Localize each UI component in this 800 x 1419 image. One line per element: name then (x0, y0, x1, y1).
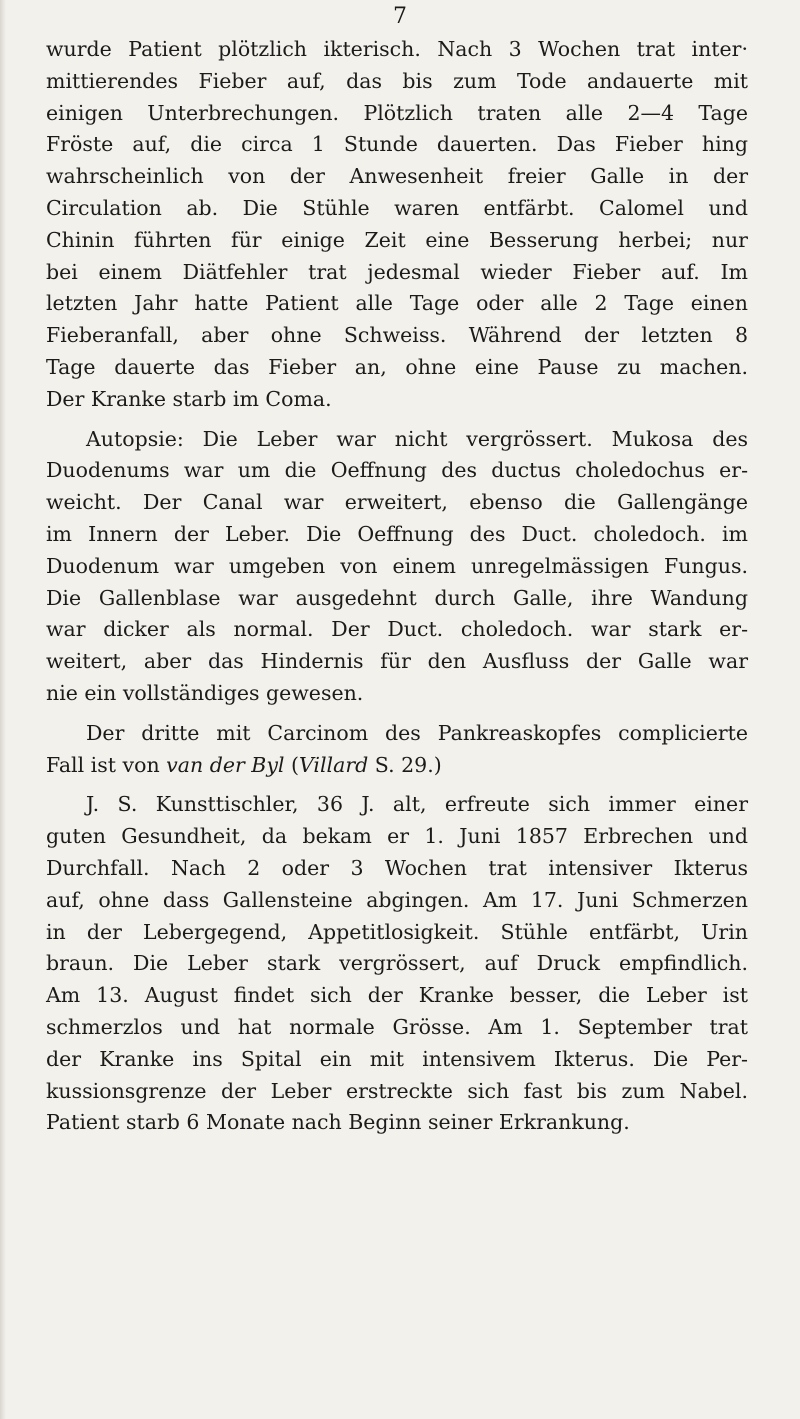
text-line: guten Gesundheit, da bekam er 1. Juni 1857 Erbrechen und (46, 824, 748, 849)
text-line: nie ein vollständiges gewesen. (46, 680, 364, 705)
citation-source: Villard (298, 752, 369, 777)
text-line-citation (46, 750, 748, 782)
text-line: Am 13. August findet sich der Kranke besser, die Leber ist (46, 983, 748, 1008)
paragraph-case-report (46, 789, 748, 1139)
paragraph-autopsy (46, 424, 748, 710)
text-line: Autopsie: Die Leber war nicht vergrössert. Mukosa des (86, 426, 748, 451)
text-line: Tage dauerte das Fieber an, ohne eine Pause zu machen. (46, 354, 748, 379)
text-line: wurde Patient plötzlich ikterisch. Nach 3 Wochen trat inter· (46, 37, 748, 61)
page-edge-shadow (0, 0, 6, 1419)
paragraph-1 (46, 34, 748, 416)
text-line: weitert, aber das Hindernis für den Ausfluss der Galle war (46, 649, 748, 674)
text-line: Duodenums war um die Oeffnung des ductus choledochus er- (46, 458, 748, 483)
body-text (46, 34, 748, 1139)
citation-prefix: Fall ist von (46, 752, 167, 777)
page-number: 7 (393, 4, 407, 29)
citation-suffix: S. 29.) (368, 752, 442, 777)
text-line: Chinin führten für einige Zeit eine Besserung herbei; nur (46, 227, 748, 252)
text-line: Duodenum war umgeben von einem unregelmässigen Fungus. (46, 553, 748, 578)
text-line: schmerzlos und hat normale Grösse. Am 1. September trat (46, 1014, 748, 1039)
text-line: letzten Jahr hatte Patient alle Tage oder alle 2 Tage einen (46, 291, 748, 316)
text-line: Durchfall. Nach 2 oder 3 Wochen trat intensiver Ikterus (46, 855, 748, 880)
text-line: J. S. Kunsttischler, 36 J. alt, erfreute sich immer einer (86, 792, 748, 817)
text-line: Der Kranke starb im Coma. (46, 386, 332, 411)
text-line: kussionsgrenze der Leber erstreckte sich fast bis zum Nabel. (46, 1078, 748, 1103)
citation-mid: ( (284, 752, 299, 777)
text-line: Circulation ab. Die Stühle waren entfärbt. Calomel und (46, 195, 748, 220)
text-line: im Innern der Leber. Die Oeffnung des Duct. choledoch. im (46, 521, 748, 546)
text-line: der Kranke ins Spital ein mit intensivem Ikterus. Die Per- (46, 1046, 748, 1071)
text-line: Fröste auf, die circa 1 Stunde dauerten. Das Fieber hing (46, 132, 748, 157)
citation-author: van der Byl (166, 752, 285, 777)
paragraph-third-case (46, 718, 748, 782)
text-line: bei einem Diätfehler trat jedesmal wieder Fieber auf. Im (46, 259, 748, 284)
text-line: war dicker als normal. Der Duct. choledoch. war stark er- (46, 617, 748, 642)
text-line: wahrscheinlich von der Anwesenheit freier Galle in der (46, 164, 748, 189)
text-line: Die Gallenblase war ausgedehnt durch Galle, ihre Wandung (46, 585, 748, 610)
text-line: mittierendes Fieber auf, das bis zum Tode andauerte mit (46, 68, 748, 93)
text-line: braun. Die Leber stark vergrössert, auf Druck empfindlich. (46, 951, 748, 976)
text-line: einigen Unterbrechungen. Plötzlich traten alle 2—4 Tage (46, 100, 748, 125)
text-line: in der Lebergegend, Appetitlosigkeit. Stühle entfärbt, Urin (46, 919, 748, 944)
text-line: Der dritte mit Carcinom des Pankreaskopfes complicierte (86, 720, 748, 745)
text-line: auf, ohne dass Gallensteine abgingen. Am 17. Juni Schmerzen (46, 887, 748, 912)
text-line: weicht. Der Canal war erweitert, ebenso die Gallengänge (46, 490, 748, 515)
text-line: Patient starb 6 Monate nach Beginn seiner Erkrankung. (46, 1110, 630, 1135)
text-line: Fieberanfall, aber ohne Schweiss. Während der letzten 8 (46, 323, 748, 348)
